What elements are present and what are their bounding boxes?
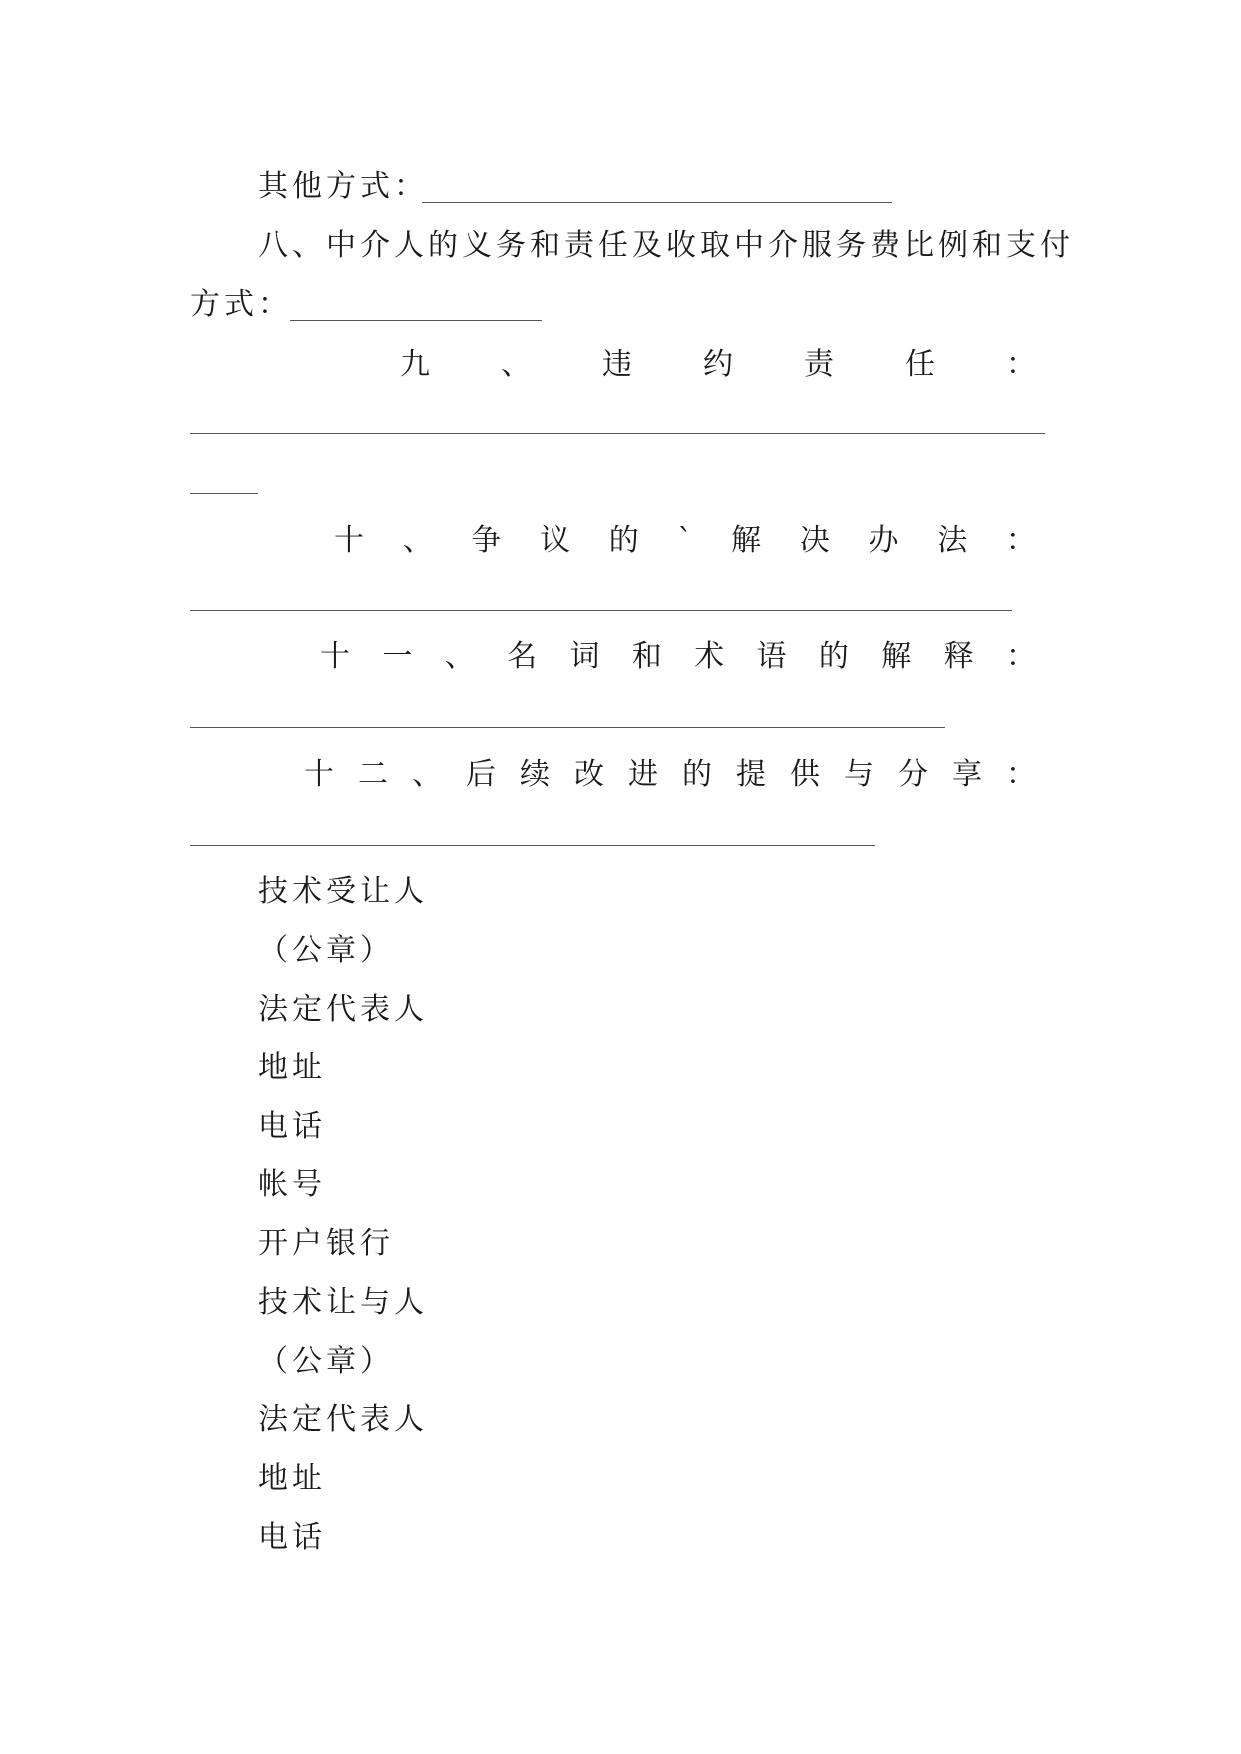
assignor-seal: （公章） (258, 1344, 394, 1379)
heading-char: 争 (471, 523, 506, 558)
heading-char: 决 (799, 523, 834, 558)
clause-11-blank (190, 727, 945, 728)
heading-char: 进 (628, 757, 662, 792)
heading-char: 续 (520, 757, 554, 792)
heading-char: 责 (804, 347, 838, 382)
heading-char: 、 (444, 639, 479, 674)
assignor-legal-rep: 法定代表人 (258, 1402, 428, 1437)
heading-char: 提 (736, 757, 770, 792)
heading-char: 名 (507, 639, 542, 674)
heading-char: 九 (400, 347, 434, 382)
assignor-phone: 电话 (258, 1520, 326, 1555)
other-method-label: 其他方式： (258, 169, 428, 204)
heading-char: ： (1005, 523, 1040, 558)
clause-12-heading (304, 757, 1040, 792)
heading-char: 和 (631, 639, 666, 674)
clause-11-heading (320, 639, 1040, 674)
assignee-label: 技术受让人 (258, 874, 428, 909)
heading-char: 释 (943, 639, 978, 674)
clause-10-heading (334, 523, 1040, 558)
assignee-bank: 开户银行 (258, 1226, 394, 1261)
assignor-label: 技术让与人 (258, 1285, 428, 1320)
assignee-seal: （公章） (258, 933, 394, 968)
heading-char: 语 (756, 639, 791, 674)
heading-char: 解 (881, 639, 916, 674)
heading-char: 二 (358, 757, 392, 792)
heading-char: 的 (608, 523, 643, 558)
clause-8-line-2: 方式： (190, 287, 292, 322)
clause-9-blank-1 (190, 433, 1045, 434)
clause-10-blank (190, 610, 1012, 611)
heading-char: 、 (402, 523, 437, 558)
assignor-address: 地址 (258, 1461, 326, 1496)
heading-char: 改 (574, 757, 608, 792)
assignee-legal-rep: 法定代表人 (258, 992, 428, 1027)
heading-char: 词 (569, 639, 604, 674)
clause-8-line-1: 八、中介人的义务和责任及收取中介服务费比例和支付 (258, 228, 1074, 263)
heading-char: 分 (898, 757, 932, 792)
heading-char: 一 (382, 639, 417, 674)
heading-char: ` (677, 523, 697, 558)
heading-char: 议 (540, 523, 575, 558)
heading-char: ： (1006, 347, 1040, 382)
heading-char: 办 (868, 523, 903, 558)
heading-char: 供 (790, 757, 824, 792)
clause-9-blank-2 (190, 493, 258, 494)
heading-char: 十 (304, 757, 338, 792)
heading-char: 解 (731, 523, 766, 558)
heading-char: 十 (334, 523, 368, 558)
heading-char: 十 (320, 639, 354, 674)
heading-char: 违 (602, 347, 636, 382)
heading-char: 、 (412, 757, 446, 792)
heading-char: 后 (466, 757, 500, 792)
heading-char: ： (1006, 757, 1040, 792)
heading-char: 法 (937, 523, 972, 558)
heading-char: 约 (703, 347, 737, 382)
assignee-address: 地址 (258, 1050, 326, 1085)
heading-char: 、 (501, 347, 535, 382)
clause-12-blank (190, 845, 875, 846)
assignee-account: 帐号 (258, 1167, 326, 1202)
heading-char: 的 (682, 757, 716, 792)
heading-char: 享 (952, 757, 986, 792)
heading-char: 的 (818, 639, 853, 674)
heading-char: 术 (694, 639, 729, 674)
clause-9-heading (400, 347, 1040, 382)
clause-8-blank (290, 320, 542, 321)
heading-char: 与 (844, 757, 878, 792)
other-method-blank (422, 202, 892, 203)
assignee-phone: 电话 (258, 1109, 326, 1144)
heading-char: ： (1005, 639, 1040, 674)
heading-char: 任 (905, 347, 939, 382)
